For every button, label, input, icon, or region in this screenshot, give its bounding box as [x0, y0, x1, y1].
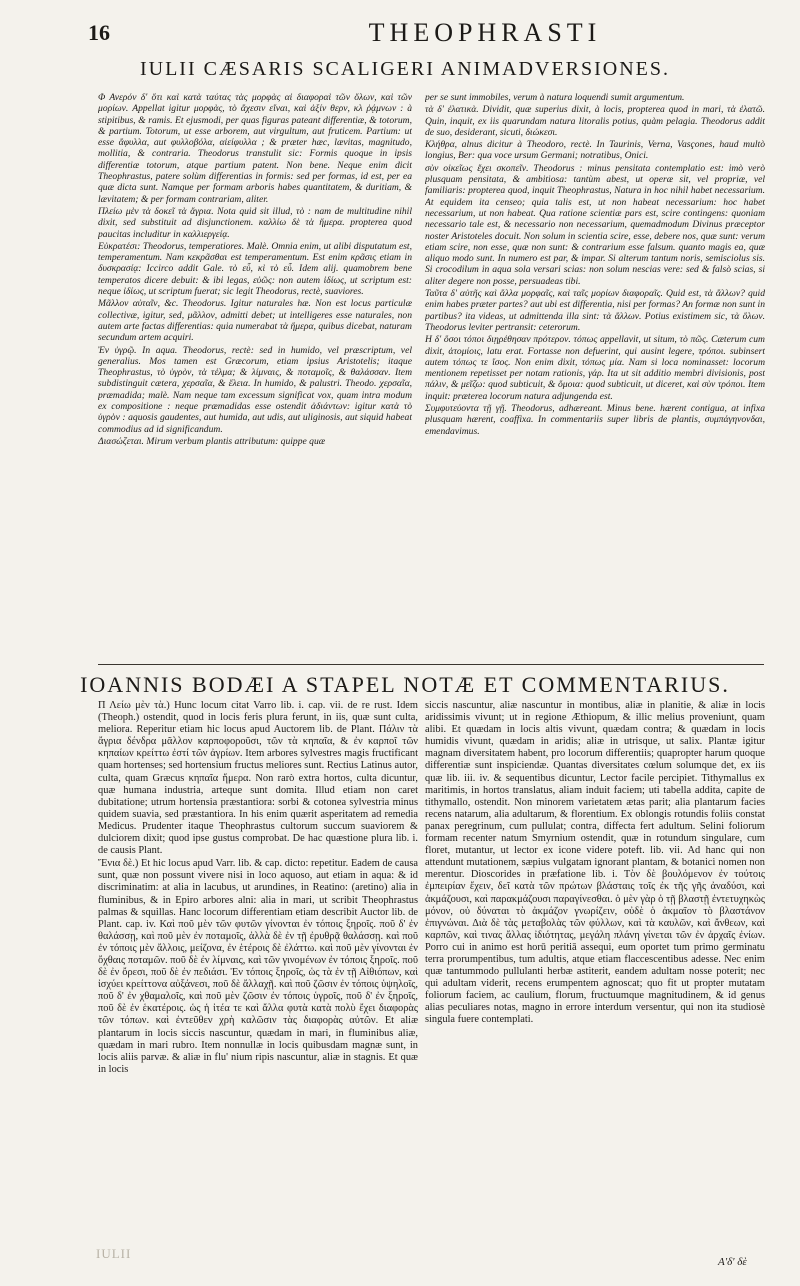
section-heading-scaliger: IULII CÆSARIS SCALIGERI ANIMADVERSIONES. — [139, 58, 671, 80]
scaliger-paragraph: Η δ' ὅσοι τόποι διῃρέθησαν πρότερον. τόπως appellavit, ut situm, τὸ πῶς. Cæterum cum dixit, ἀτομίοις, latu erat. Fortasse non defuerint, qui ausint legere, τρόποι. subinsert autem τόπως τε ἴσος. Non enim dixit, τόπως μία. Nam si loca nominasset: locorum mentionem repetisset per notam rationis, γάρ. Ita ut sit additio membri divisionis, post πάλιν, & μεῖζω: quod subticuit, & ὅμοια: quod subticuit, ut diceret, καὶ σὺν τρόποι. Item inquit: præterea locorum natura adjungenda est. — [425, 334, 765, 402]
bodaeus-paragraph: Ἔνια δὲ.) Et hic locus apud Varr. lib. & cap. dicto: repetitur. Eadem de causa sunt, quæ non possunt vivere nisi in loco aquoso, aut etiam in aqua: & id discriminatim: at alia in lacubus, ut arundines, in Reatino: (aretino) alia in fluminibus, & in Epiro arbores alni: alia in mari, ut scribit Theophrastus palmas & squillas. Hanc locorum differentiam etiam describit Auctor lib. de Plant. cap. iv. Καὶ ποῦ μὲν τῶν φυτῶν γίνονται ἐν τόποις ξηροῖς. ποῦ δ' ἐν θαλάσσῃ, καὶ ποῦ μὲν ἐν ποταμοῖς, ἀλλὰ δὲ ἐν τῇ ἐρυθρᾷ θαλάσσῃ. καὶ ποῦ ἐν τόποις μὲν ἄλλοις, μείζονα, ἐν ἑτέροις δὲ ἐλάττω. καὶ ποῦ μὲν γίνονται ἐν ὄχθαις ποταμῶν. ποῦ δὲ ἐν λίμναις, καὶ τῶν γινομένων ἐν τόποις ξηροῖς. ποῦ δὲ ἐν ὄρεσι, ποῦ δὲ ἐν πεδιάσι. Ἐν τόποις ξηροῖς, ὡς τὰ ἐν τῇ Αἰθιόπων, καὶ ἰσχύει κρείττονα αὐξάνεσι, ποῦ δὲ ἄλλαχῇ. καὶ ποῦ ζῶσιν ἐν τόποις ὑψηλοῖς, ποῦ δ' ἐν χθαμαλοῖς, καὶ ποῦ μὲν ζῶσιν ἐν τόποις ὑγροῖς, ποῦ δ' ἐν ξηροῖς, ποῦ δὲ ἐν ἑκατέροις. ὡς ἡ ἰτέα τε καὶ ἄλλα φυτὰ κατὰ πολὺ ἔχει διαφορὰς τῶν τόπων. καὶ ἐντεῦθεν χρὴ καλῶσιν τὰς διαφορὰς αὐτῶν. Et aliæ plantarum in locis siccis nascuntur, quædam in mari, in fluminibus aliæ, quædam in mari rubro. Item nonnullæ in locis quibusdam magnæ sunt, in locis aliis parvæ. & aliæ in flu' nium ripis nascuntur, aliæ in stagnis. Et quæ in locis — [98, 858, 418, 1075]
scaliger-paragraph: Κλήθρα, alnus dicitur à Theodoro, rectè. In Taurinis, Verna, Vasçones, haud multò longius, Ber: qua voce ursum Germani; notratibus, Onici. — [425, 139, 765, 162]
scaliger-paragraph: τὰ δ' ἐλατικὰ. Dividit, quæ superius dixit, à locis, propterea quod in mari, τὰ ἐλατῶ. Quin, inquit, ex iis quarundam natura litoralis potius, quàm pelagia. Theodorus addit de suo, desiderant, sicuti, διώκεσι. — [425, 104, 765, 138]
running-header — [0, 18, 800, 52]
scaliger-paragraph: Εὐκρατέσι: Theodorus, temperatiores. Malè. Omnia enim, ut alibi disputatum est, temperamentum. Nam κεκρᾶσθαι est temperamentum. Est enim κρᾶσις etiam in δυσκρασίᾳ: Iccirco addit Gale. τὸ εὖ, κὶ τὸ εὖ. Idem alij. quamobrem bene temperatos dicere debuit: & ibi legas, εὐῶς: non autem ἰδίως, ut scriptum est: neque ἰδίως, ut scriptum fuerat; sic legit Theodorus, rectè, suaviores. — [98, 240, 412, 298]
section-heading-bodaeus: IOANNIS BODÆI A STAPEL NOTÆ ET COMMENTARIUS. — [80, 672, 730, 697]
section-divider — [98, 664, 764, 665]
scaliger-paragraph: σὺν οἰκεῖως ἔχει σκοπεῖν. Theodorus : minus pensitata contemplatio est: imò verò plusquam pensitata, & ambitiosa: tantùm abest, ut operæ sit, vel propriæ, vel familiaris: propterea quod, inquit Theophrastus, Natura in hoc nihil habet necessarium. At equidem ita censeo; quia talis est, ut non habeat necessarium: hoc habet necessarium, ut non habeat. Qua ratione scientiæ pars est, scire contingens: quoniam necessario tale est, & necessario non necessarium, quemadmodum Divinus præceptor noster Aristoteles docuit. Non solum in scientia scire, esse, debere nos, quæ sunt: verum etiam scire, non esse, quæ non sunt: & contrarium esse falsum. quanto magis ea, quæ aliquo modo sunt. In numero est par, & impar. Si alterum tantum noris, semisciolus sis. Si crocodilum in aqua sola versari scias: non solum nescias vere: sed & falsò scias, si aliter degere non posse, persuadeas tibi. — [425, 162, 765, 287]
bodaeus-left-column — [98, 700, 418, 1240]
bodaeus-paragraph: siccis nascuntur, aliæ nascuntur in montibus, aliæ in planitie, & aliæ in locis aridissimis vivunt; ut in regione Æthiopum, & illic melius proveniunt, quam alibi. Et quædam in locis altis vivunt, quædam contra; & quædam in locis humidis vivunt, quædam in aridis; aliæ in utrisque, ut salix. Plantæ igitur magnam diversitatem habent, pro locorum differentiis; quapropter harum quoque differentiæ sunt inspiciendæ. Quantas diversitates cœlum solumque det, ex iis quæ lib. iii. iv. & sequentibus dicuntur, Lector facile percipiet. Tithymallus ex maritimis, in hortos translatus, aliam induit faciem; uti tabella addita, capite de tithymallo, ostendit. Non minorem varietatem ætas parit; alia plantarum facies recens natarum, alia adultarum, & florentium. Ex oblongis rotundis foliis constat panax peregrinum, cum pullulat; contra, diffecta fert adultum. Selini foliorum formam recenter natum Smyrnium ostendit, quæ in rotundum singulare, cum floret, mutantur, ut lector ex iconе videre poteft. lib. vii. Ad hanc qui non attendunt mutationem, sæpius vulgatam ignorant plantam, & botanici nomen non merentur. Dioscorides in præfatione lib. i. Τὸν δὲ βουλόμενον ἐν τούτοις ἐμπειρίαν ἔχειν, δεῖ κατὰ τῶν πρώτων βλάσταις τοῖς ἐκ τῆς γῆς ἀναδύσι, καὶ ἀκμάζουσι, καὶ παρακμάζουσι παραγίνεσθαι. ὁ μὲν γὰρ ὁ τῇ βλαστῇ ἐντετυχηκὼς μόνον, οὐ δύναται τὸ ἀκμάζον γνωρίζειν, οὐδὲ ὁ ἀκμαῖον τὸ βλαστάνον ἐπιγνώναι. Διὰ δὲ τὰς μεταβολὰς τῶν φύλλων, καὶ τὰ καυλῶν, καὶ ἄνθεων, καὶ καρπῶν, καὶ τινας ἄλλας ἰδιότητας, μεγάλη πλάνη γίνεται τῶν ἐν ἀρχαῖς ἐνίων. Porro cui in animo est horū peritiā assequi, eum oportet tum primo germinatu terra prorumpentibus, tum adultis, atque etiam flaccescentibus adesse. Nec enim quæ tantummodo pullulanti herbæ astiterit, eandem adultam nosse poterit; nec qui adultam viderit, recens erumpentem agnoscat; quo fit ut propter mutatam foliorum faciem, ac caulium, florum, fructuumque magnitudinem, & id genus alias peculiares notas, magno in errore interdum versentur, qui non ita studiosè singula fuere contemplati. — [425, 700, 765, 1026]
scaliger-paragraph: Ἐν ὑγρῷ. In aqua. Theodorus, rectè: sed in humido, vel præscriptum, vel generalius. Mos tamen est Græcorum, etiam ipsius Aristotelis; itaque Theophrastus, τὸ ὑγρὸν, τὰ τέλμα; & λίμναις, & ποταμοῖς, & θαλάσσαν. Item subdistinguit cætera, χερσαῖα, & ἕλεια. In humido, & palustri. Theodo. χερσαῖα, præmadida; malè. Nam neque tam excessum significat vox, quam intra modum ex compositione : neque præmadidas esse ostendit ἀδιάντων: igitur κατὰ τὸ ὑγρὸν : aquosis gaudentes, aut humida, aut udis, aut uliginosis, aut siquid habeat commodius ad id significandum. — [98, 344, 412, 435]
scaliger-paragraph: Μᾶλλον αὐταῖν, &c. Theodorus. Igitur naturales hæ. Non est locus particulæ collectivæ, igitur, sed, μᾶλλον, admitti debet; ut intelligeres esse naturales, non autem arte factas differentias: quia numerabat τὰ ἥμερα, quibus dicebat, naturam secundum artem acquiri. — [98, 298, 412, 344]
bleed-through-text: IULII — [96, 1246, 132, 1261]
bodaeus-paragraph: Π Λείω μὲν τὰ.) Hunc locum citat Varro lib. i. cap. vii. de re rust. Idem (Theoph.) ostendit, quod in locis feris plura ferunt, in iis, quæ sunt culta, meliora. Reperitur etiam hic locus apud Auctorem lib. de Plant. Πάλιν τὰ ἄγρια δένδρα μᾶλλον καρποφοροῦσι, τῶν τὰ κηπαῖα, & ἐν καρποῖ τῶν κηπαίων κρείττω ἐστί τῶν ἀγρίων. Item arbores sylvestres magis fructificant quam hortenses; sed hortensium fructus meliores sunt. Rectius Latinus autor, culta, quam Græcus κηπαῖα ἥμερα. Non rarò extra hortos, culta dicuntur, quæ humana industria, arteque sunt domita. Illud etiam non caret dubitatione; utrum hortensia præstantiora: sorbi & cotonea sylvestria minus quidem suavia, sed præstantiora. In his enim quærit asperitatem ad remedia Medicus. Prudenter itaque Theophrastus cultorum succum suaviorem & dulciorem dixit; quod ipse gustus comprobat. De hac quæstione plura lib. i. de causis Plant. — [98, 700, 418, 857]
scaliger-paragraph: per se sunt immobiles, verum à natura loquendi sumit argumentum. — [425, 92, 685, 103]
scaliger-paragraph: Ταῦτα δ' αὐτῆς καὶ ἄλλα μορφαῖς, καὶ ταῖς μορίων διαφοραῖς. Quid est, τὰ ἄλλων? quid enim habes præter partes? aut ubi est differentia, nisi per formas? An formæ non sunt in partibus? ita videas, ut admittenda illa sint: τὰ ἄλλων. Potius existimem sic, τὰ ὅλων. Theodorus leviter pertransit: ceterorum. — [425, 288, 765, 333]
scaliger-paragraph: Συμφυτεύοντα τῇ γῇ. Theodorus, adhærеant. Minus bene. hærent contigua, at infixa plusquam hærent, coaffixa. In commentariis super libris de plantis, συμπάγηνονδαι, emendavimus. — [425, 403, 765, 437]
page-number: 16 — [88, 20, 110, 45]
scaliger-paragraph: Φ Ανερόν δ' ὅτι καὶ κατὰ ταύτας τὰς μορφὰς αἱ διαφοραὶ τῶν ὅλων, καὶ τῶν μορίων. Appellat igitur μορφὰς, τὸ ἄχεσιν εἴναι, καὶ ἀξίν θερν, κλ ῥᾴμνων : à stipitibus, & ramis. Et ejusmodi, per quas figuras pateant differentiæ, & totorum, & partium. Totorum, ut esse arborem, aut virgultum, aut fruticem. Partium: ut esse ἄφυλλα, aut φυλλοβόλα, αἰείφυλλα ; & præter hæc, lævitas, magnitudo, mollitia, & contraria. Theodorus transtulit sic: Formis quoque in ipsis differentiæ totorum, atque partium patent. Non bene. Neque enim dicit Theophrastus, patere solùm differentias in formis: sed per formas, id est, per ea quæ dicta sunt. Namque per formam arboris habes quantitatem, & duritiam, & lævitatem; & per formam contrariam, aliter. — [98, 92, 412, 205]
scaliger-right-column — [425, 92, 765, 658]
bodaeus-right-column — [425, 700, 765, 1240]
scaliger-paragraph: Διασώζεται. Mirum verbum plantis attributum: quippe quæ — [98, 435, 326, 447]
scaliger-left-column — [98, 92, 412, 658]
running-title: THEOPHRASTI — [368, 18, 602, 47]
scaliger-paragraph: Πλείω μὲν τὰ δοκεῖ τὰ ἄγρια. Nota quid sit illud, τὸ : nam de multitudine nihil dixit, sed substituit ad disjunctionem. καλλίω δὲ τὰ ἥμερα. propterea quod paucitas includitur in καλλιεργείᾳ. — [98, 205, 412, 240]
catchword: Α'δ' δὲ — [718, 1256, 747, 1268]
